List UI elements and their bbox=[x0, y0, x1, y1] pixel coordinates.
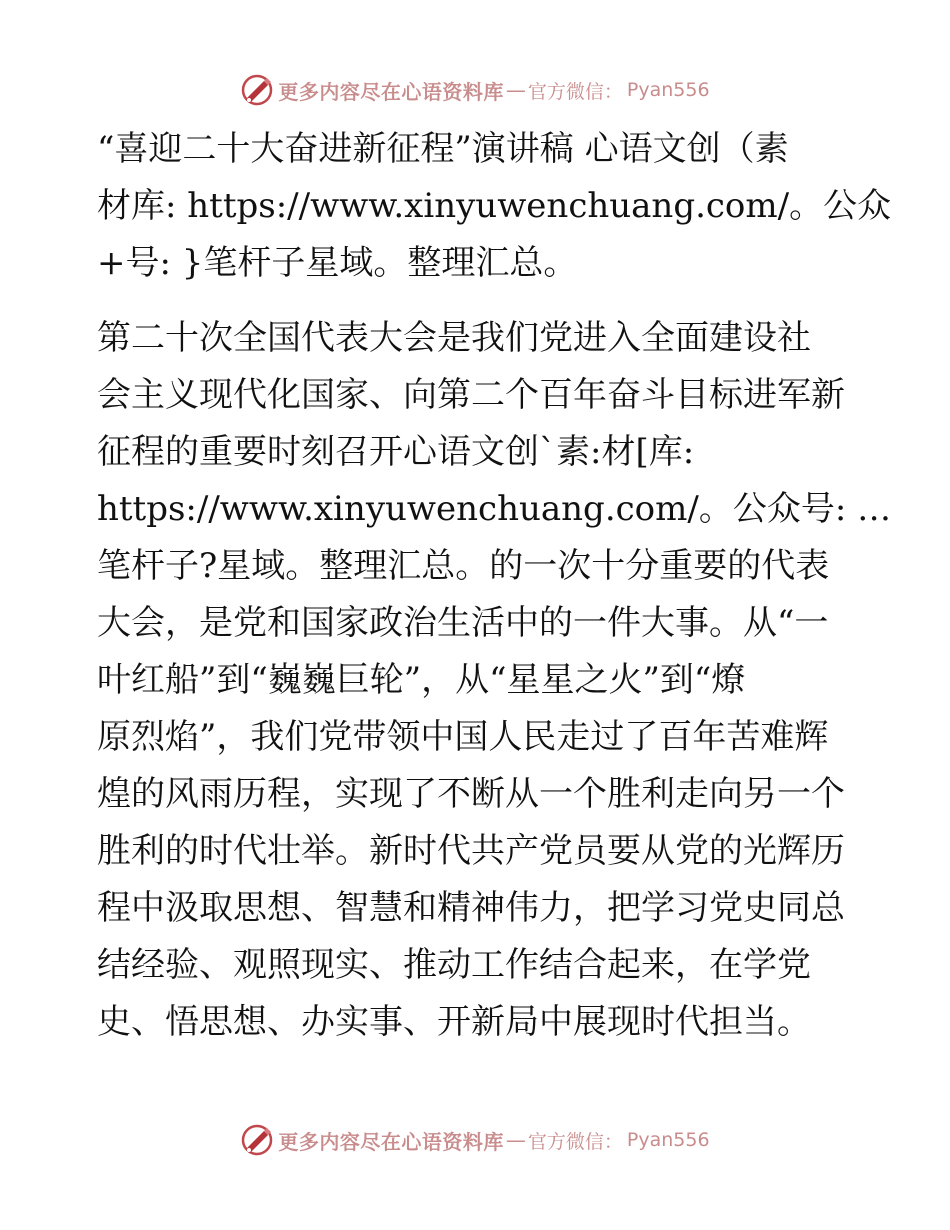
title-line: +号: }笔杆子星域。整理汇总。 bbox=[97, 243, 578, 283]
body-line: 史、悟思想、办实事、开新局中展现时代担当。 bbox=[97, 1002, 811, 1042]
body-line: 结经验、观照现实、推动工作结合起来，在学党 bbox=[97, 945, 811, 985]
body-line: 征程的重要时刻召开心语文创`素:材[库: bbox=[97, 432, 695, 472]
body-line: 大会，是党和国家政治生活中的一件大事。从“一 bbox=[97, 603, 829, 643]
title-line: “喜迎二十大奋进新征程”演讲稿 心语文创（素 bbox=[97, 129, 789, 169]
title-line: 材库: https://www.xinyuwenchuang.com/。公众 bbox=[97, 186, 892, 226]
pen-logo-icon bbox=[240, 73, 274, 107]
watermark-wechat-label: 官方微信： bbox=[527, 1130, 623, 1153]
body-line: 笔杆子?星域。整理汇总。的一次十分重要的代表 bbox=[97, 546, 830, 586]
body-line: https://www.xinyuwenchuang.com/。公众号: … bbox=[97, 489, 892, 529]
footer-watermark bbox=[0, 1120, 950, 1160]
title-paragraph bbox=[97, 121, 892, 292]
header-watermark bbox=[0, 70, 950, 110]
watermark-dash: — bbox=[505, 1128, 526, 1152]
body-line: 会主义现代化国家、向第二个百年奋斗目标进军新 bbox=[97, 375, 845, 415]
body-line: 第二十次全国代表大会是我们党进入全面建设社 bbox=[97, 318, 811, 358]
body-line: 煌的风雨历程，实现了不断从一个胜利走向另一个 bbox=[97, 774, 845, 814]
watermark-dash: — bbox=[505, 78, 526, 102]
body-line: 叶红船”到“巍巍巨轮”，从“星星之火”到“燎 bbox=[97, 660, 746, 700]
watermark-wechat-id: Pyan556 bbox=[626, 79, 710, 101]
watermark-wechat-label: 官方微信： bbox=[527, 80, 623, 103]
watermark-text: 更多内容尽在心语资料库 bbox=[278, 1129, 504, 1154]
body-line: 胜利的时代壮举。新时代共产党员要从党的光辉历 bbox=[97, 831, 845, 871]
watermark-text: 更多内容尽在心语资料库 bbox=[278, 79, 504, 104]
body-line: 程中汲取思想、智慧和精神伟力，把学习党史同总 bbox=[97, 888, 845, 928]
pen-logo-icon bbox=[240, 1123, 274, 1157]
body-line: 原烈焰”，我们党带领中国人民走过了百年苦难辉 bbox=[97, 717, 829, 757]
watermark-wechat-id: Pyan556 bbox=[626, 1129, 710, 1151]
body-paragraph bbox=[97, 310, 892, 1051]
